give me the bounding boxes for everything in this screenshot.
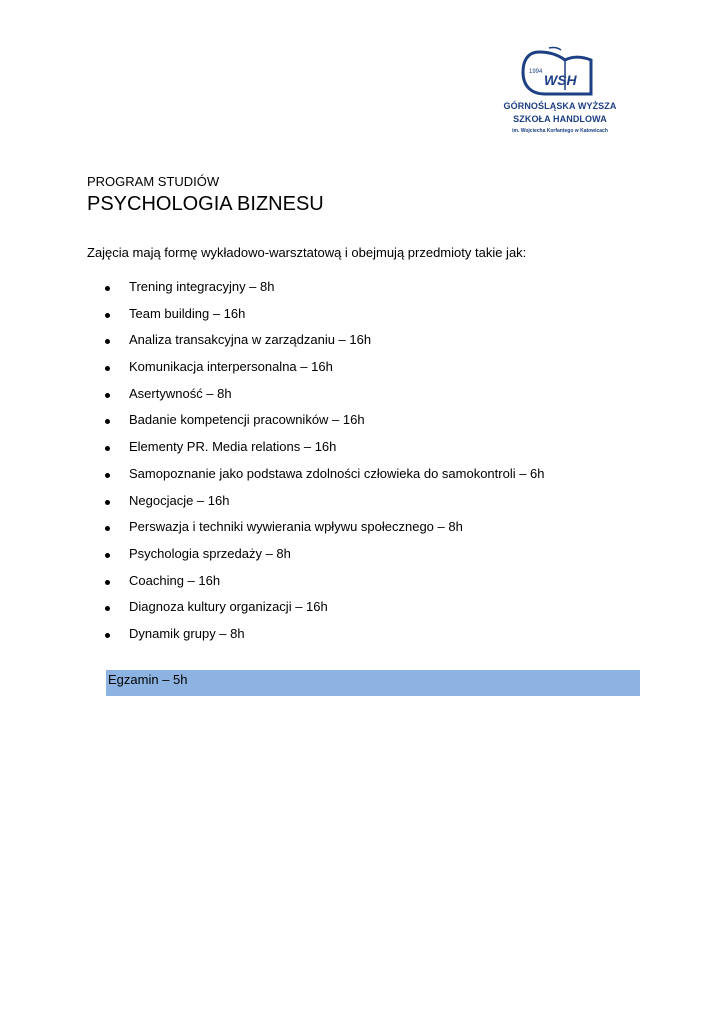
logo-line-3: im. Wojciecha Korfantego w Katowicach xyxy=(512,128,608,134)
logo-line-1: GÓRNOŚLĄSKA WYŻSZA xyxy=(503,101,617,111)
subject-text: Perswazja i techniki wywierania wpływu społecznego – 8h xyxy=(129,519,463,535)
bullet-icon xyxy=(105,313,110,318)
bullet-icon xyxy=(105,500,110,505)
bullet-icon xyxy=(105,633,110,638)
bullet-icon xyxy=(105,606,110,611)
subject-text: Dynamik grupy – 8h xyxy=(129,625,245,641)
logo-mark-text: WSH xyxy=(544,72,577,88)
exam-highlight xyxy=(106,670,640,696)
bullet-icon xyxy=(105,419,110,424)
subject-text: Analiza transakcyjna w zarządzaniu – 16h xyxy=(129,332,372,348)
subject-text: Elementy PR. Media relations – 16h xyxy=(129,439,337,455)
school-logo xyxy=(500,46,620,142)
subject-text: Team building – 16h xyxy=(129,305,246,321)
subject-text: Samopoznanie jako podstawa zdolności człowieka do samokontroli – 6h xyxy=(129,465,545,481)
bullet-icon xyxy=(105,446,110,451)
subject-text: Diagnoza kultury organizacji – 16h xyxy=(129,599,328,615)
intro-paragraph: Zajęcia mają formę wykładowo-warsztatową i obejmują przedmioty takie jak: xyxy=(87,245,527,260)
logo-year: 1994 xyxy=(529,69,543,75)
subject-text: Asertywność – 8h xyxy=(129,385,232,401)
subject-text: Komunikacja interpersonalna – 16h xyxy=(129,359,333,375)
bullet-icon xyxy=(105,339,110,344)
bullet-icon xyxy=(105,366,110,371)
subject-text: Trening integracyjny – 8h xyxy=(129,279,275,294)
bullet-icon xyxy=(105,286,110,291)
bullet-icon xyxy=(105,580,110,585)
bullet-icon xyxy=(105,526,110,531)
subject-text: Coaching – 16h xyxy=(129,572,221,588)
subject-text: Negocjacje – 16h xyxy=(129,492,230,508)
subject-text: Psychologia sprzedaży – 8h xyxy=(129,545,291,561)
bullet-icon xyxy=(105,553,110,558)
document-title: PSYCHOLOGIA BIZNESU xyxy=(87,193,324,215)
bullet-icon xyxy=(105,393,110,398)
logo-line-2: SZKOŁA HANDLOWA xyxy=(513,114,607,124)
subject-text: Badanie kompetencji pracowników – 16h xyxy=(129,412,365,428)
document-subtitle: PROGRAM STUDIÓW xyxy=(87,174,220,189)
bullet-icon xyxy=(105,473,110,478)
exam-text: Egzamin – 5h xyxy=(108,672,188,687)
